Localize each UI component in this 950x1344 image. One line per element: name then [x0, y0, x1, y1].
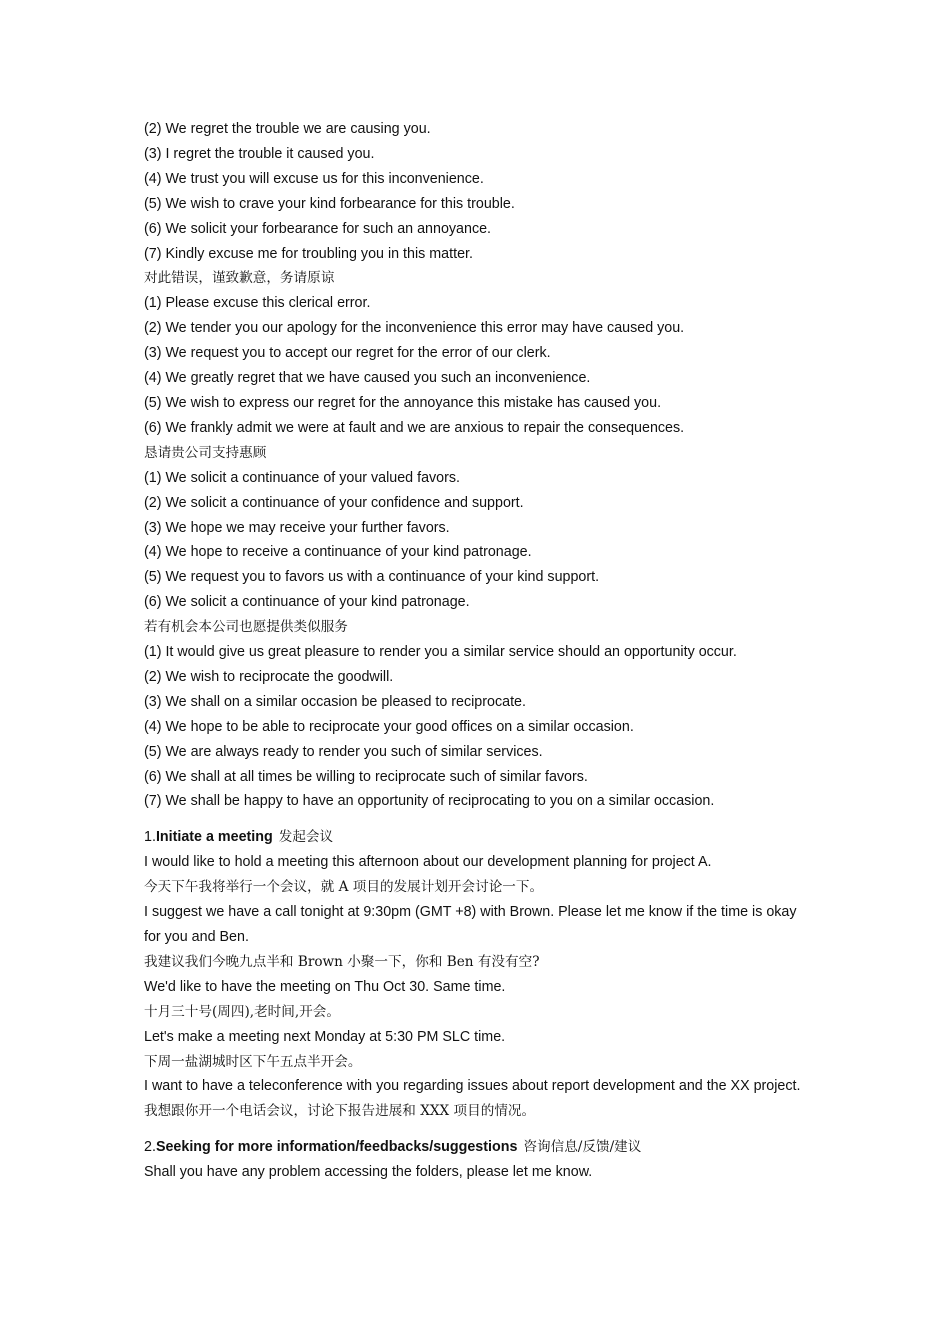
- section-title-support: 恳请贵公司支持惠顾: [144, 444, 267, 461]
- list-item: 今天下午我将举行一个会议，就 A 项目的发展计划开会讨论一下。: [144, 879, 544, 896]
- list-item: We'd like to have the meeting on Thu Oct 30. Same time.: [144, 978, 506, 995]
- support-phrases: [144, 466, 814, 615]
- list-item: (3) We shall on a similar occasion be pleased to reciprocate.: [144, 693, 526, 710]
- list-item: (1) It would give us great pleasure to render you a similar service should an opportunity occur.: [144, 644, 737, 661]
- list-item: (1) Please excuse this clerical error.: [144, 295, 371, 312]
- list-item: (1) We solicit a continuance of your valued favors.: [144, 469, 461, 486]
- list-item: 我建议我们今晚九点半和 Brown 小聚一下，你和 Ben 有没有空?: [144, 953, 540, 970]
- heading-title: Seeking for more information/feedbacks/suggestions: [155, 1139, 518, 1156]
- apology-phrases-continued: [144, 117, 814, 266]
- list-item: (3) I regret the trouble it caused you.: [144, 145, 375, 162]
- reciprocate-phrases: [144, 640, 814, 814]
- heading-title-cn: 咨询信息/反馈/建议: [523, 1139, 642, 1156]
- spacer: [144, 814, 814, 825]
- heading-number: 1.: [144, 829, 156, 846]
- list-item: Shall you have any problem accessing the folders, please let me know.: [144, 1164, 593, 1181]
- list-item: (6) We shall at all times be willing to reciprocate such of similar favors.: [144, 768, 588, 785]
- list-item: (7) Kindly excuse me for troubling you in this matter.: [144, 245, 473, 262]
- list-item: (5) We request you to favors us with a continuance of your kind support.: [144, 569, 600, 586]
- list-item: (2) We regret the trouble we are causing you.: [144, 121, 431, 137]
- heading-number: 2.: [144, 1139, 156, 1156]
- list-item: I suggest we have a call tonight at 9:30pm (GMT +8) with Brown. Please let me know if the time is okay for you and Ben.: [144, 904, 797, 945]
- list-item: (4) We hope to be able to reciprocate your good offices on a similar occasion.: [144, 718, 634, 735]
- list-item: (2) We solicit a continuance of your confidence and support.: [144, 494, 524, 511]
- section-heading-seeking: [144, 1135, 814, 1160]
- apology-phrases: [144, 291, 814, 440]
- list-item: 十月三十号(周四),老时间,开会。: [144, 1003, 340, 1020]
- list-item: I would like to hold a meeting this afternoon about our development planning for project A.: [144, 854, 712, 871]
- heading-title-cn: 发起会议: [278, 829, 334, 846]
- list-item: (5) We are always ready to render you such of similar services.: [144, 743, 543, 760]
- list-item: (4) We trust you will excuse us for this inconvenience.: [144, 170, 484, 187]
- list-item: (3) We hope we may receive your further favors.: [144, 519, 450, 536]
- list-item: (6) We solicit your forbearance for such an annoyance.: [144, 220, 492, 237]
- meeting-phrases: [144, 850, 814, 1124]
- list-item: (4) We hope to receive a continuance of your kind patronage.: [144, 544, 532, 561]
- section-title-reciprocate: 若有机会本公司也愿提供类似服务: [144, 619, 348, 636]
- list-item: (6) We frankly admit we were at fault and we are anxious to repair the consequences.: [144, 419, 685, 436]
- document-page: [144, 117, 814, 1185]
- list-item: Let's make a meeting next Monday at 5:30 PM SLC time.: [144, 1028, 506, 1045]
- list-item: (2) We tender you our apology for the inconvenience this error may have caused you.: [144, 320, 685, 337]
- list-item: (4) We greatly regret that we have caused you such an inconvenience.: [144, 370, 591, 387]
- list-item: (7) We shall be happy to have an opportunity of reciprocating to you on a similar occasion.: [144, 793, 715, 810]
- list-item: (2) We wish to reciprocate the goodwill.: [144, 668, 394, 685]
- list-item: 下周一盐湖城时区下午五点半开会。: [144, 1053, 362, 1070]
- heading-title: Initiate a meeting: [155, 829, 273, 846]
- section-title-apology: 对此错误，谨致歉意，务请原谅: [144, 270, 335, 287]
- list-item: (6) We solicit a continuance of your kind patronage.: [144, 594, 470, 611]
- list-item: (5) We wish to crave your kind forbearance for this trouble.: [144, 195, 515, 212]
- list-item: I want to have a teleconference with you regarding issues about report development and the XX project.: [144, 1078, 801, 1095]
- seeking-phrases: [144, 1160, 814, 1185]
- section-heading-meeting: [144, 825, 814, 850]
- spacer: [144, 1124, 814, 1135]
- list-item: 我想跟你开一个电话会议，讨论下报告进展和 XXX 项目的情况。: [144, 1103, 536, 1120]
- list-item: (3) We request you to accept our regret for the error of our clerk.: [144, 345, 551, 362]
- list-item: (5) We wish to express our regret for the annoyance this mistake has caused you.: [144, 394, 662, 411]
